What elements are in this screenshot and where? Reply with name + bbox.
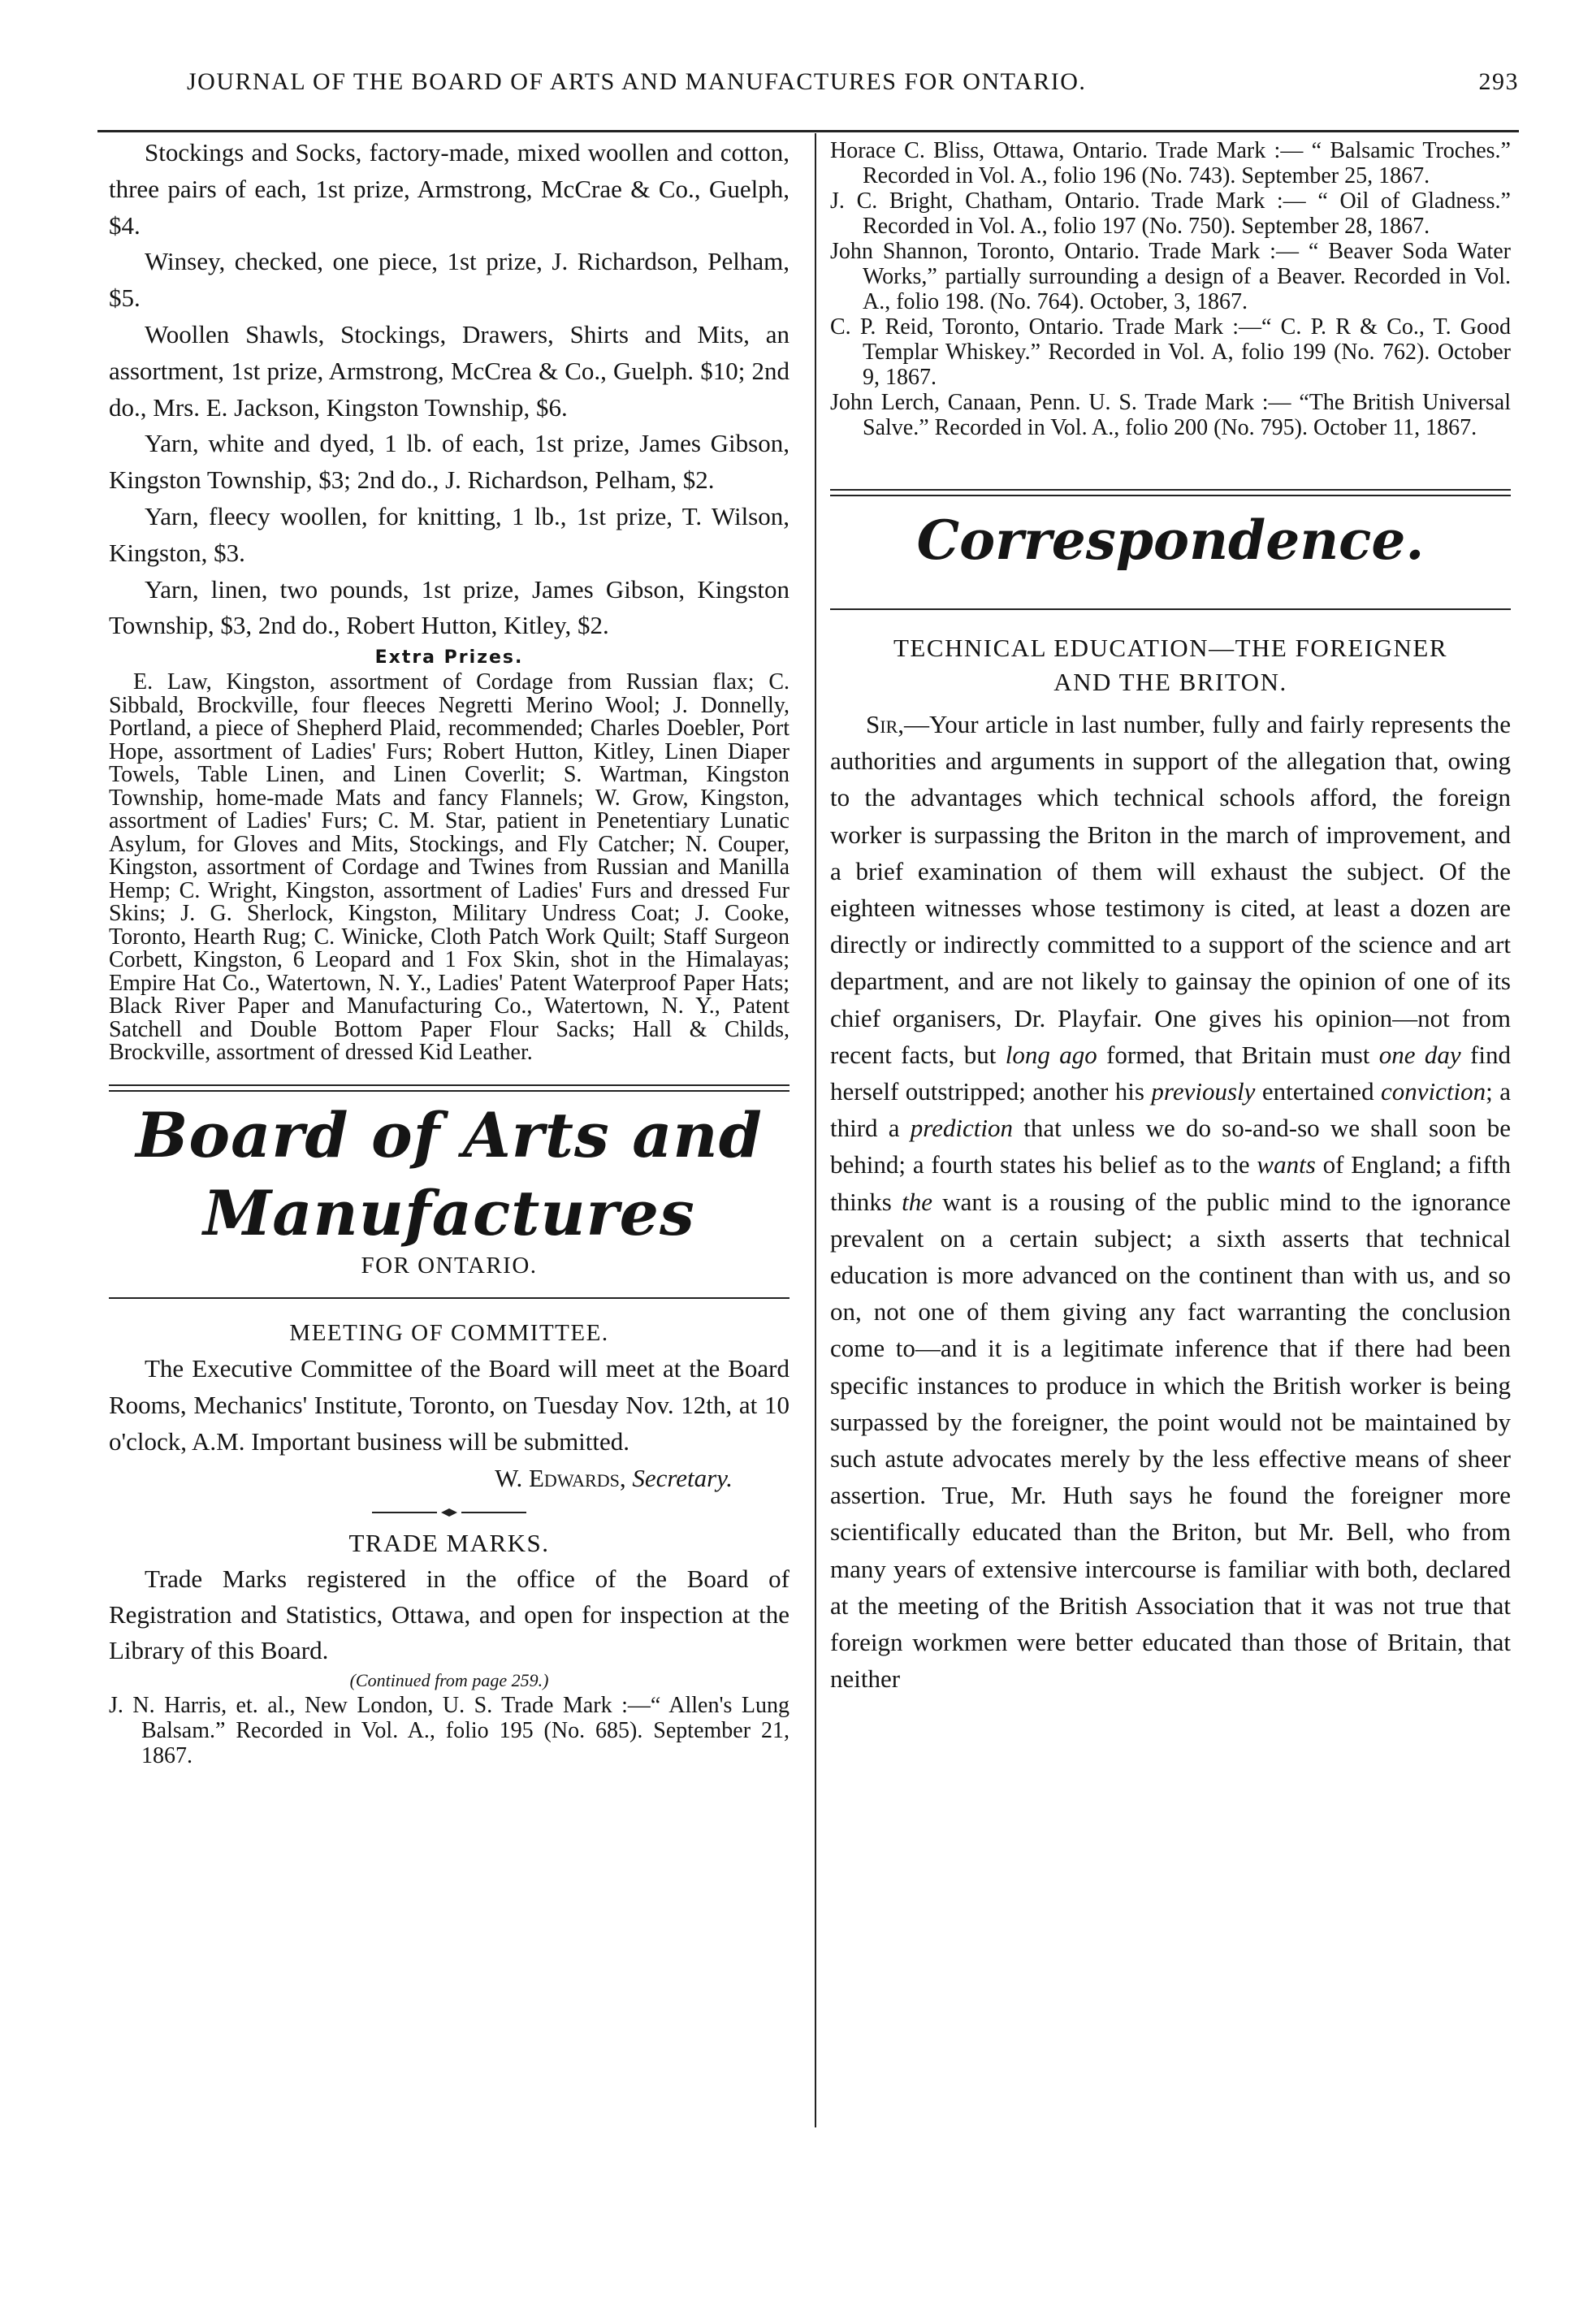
- salutation: Sir,: [866, 710, 904, 738]
- trade-mark-entry: John Lerch, Canaan, Penn. U. S. Trade Mark :— “The British Universal Salve.” Recorded in Vol. A., folio 200 (No. 795). October 11, 1867.: [830, 390, 1511, 440]
- running-title: JOURNAL OF THE BOARD OF ARTS AND MANUFACTURES FOR ONTARIO.: [187, 68, 1087, 95]
- prize-item: Yarn, fleecy woollen, for knitting, 1 lb., 1st prize, T. Wilson, Kingston, $3.: [109, 501, 790, 567]
- board-subtitle: FOR ONTARIO.: [361, 1252, 538, 1279]
- emphasis-text: one day: [1378, 1040, 1461, 1069]
- trade-mark-entry: J. C. Bright, Chatham, Ontario. Trade Mark :— “ Oil of Gladness.” Recorded in Vol. A., folio 197 (No. 750). September 28, 1867.: [830, 188, 1511, 239]
- section-double-rule: [109, 1084, 790, 1092]
- trade-marks-text: Trade Marks registered in the office of the Board of Registration and Statistics, Ottawa, and open for inspection at the Library of this Board.: [109, 1564, 790, 1664]
- emphasis-text: wants: [1257, 1150, 1316, 1179]
- prize-item: Stockings and Socks, factory-made, mixed woollen and cotton, three pairs of each, 1st prize, Armstrong, McCrae & Co., Guelph, $4.: [109, 138, 790, 240]
- meeting-notice: [109, 1350, 790, 1460]
- signature: [109, 1460, 790, 1496]
- continued-note: (Continued from page 259.): [349, 1669, 549, 1690]
- trade-mark-entry: C. P. Reid, Toronto, Ontario. Trade Mark :—“ C. P. R & Co., T. Good Templar Whiskey.” Recorded in Vol. A, folio 199 (No. 762). October 9, 1867.: [830, 314, 1511, 390]
- correspondence-title: Correspondence.: [916, 509, 1425, 572]
- signature-role: Secretary.: [632, 1463, 733, 1492]
- article-text: find herself outstripped; another his: [830, 1040, 1511, 1106]
- meeting-text: The Executive Committee of the Board will meet at the Board Rooms, Mechanics' Institute, Toronto, on Tuesday Nov. 12th, at 10 o'clock, A.M. Important business will be submitted.: [109, 1353, 790, 1456]
- article-text: that unless we do so-and-so we shall soon be behind; a fourth states his belief as to the: [830, 1114, 1511, 1179]
- article-text: formed, that Britain must: [1097, 1040, 1379, 1069]
- emphasis-text: long ago: [1005, 1040, 1097, 1069]
- trade-mark-list-left: [109, 1693, 790, 1768]
- prize-item: Winsey, checked, one piece, 1st prize, J. Richardson, Pelham, $5.: [109, 247, 790, 313]
- article-title-line2: AND THE BRITON.: [1053, 668, 1287, 696]
- trade-mark-list-right: [830, 138, 1511, 440]
- section-double-rule: [830, 489, 1511, 496]
- page-number: 293: [1478, 68, 1519, 95]
- meeting-heading: MEETING OF COMMITTEE.: [289, 1319, 609, 1346]
- trade-mark-entry: Horace C. Bliss, Ottawa, Ontario. Trade Mark :— “ Balsamic Troches.” Recorded in Vol. A., folio 196 (No. 743). September 25, 1867.: [830, 138, 1511, 188]
- trade-marks-intro: [109, 1561, 790, 1668]
- article-title: [830, 631, 1511, 699]
- left-column: [109, 135, 790, 1768]
- trade-mark-entry: John Shannon, Toronto, Ontario. Trade Mark :— “ Beaver Soda Water Works,” partially surrounding a design of a Beaver. Recorded in Vol. A., folio 198. (No. 764). October, 3, 1867.: [830, 239, 1511, 314]
- emphasis-text: conviction: [1381, 1077, 1486, 1106]
- article-body: [830, 706, 1511, 1697]
- emphasis-text: previously: [1151, 1077, 1256, 1106]
- header-rule: [97, 130, 1519, 132]
- signature-name: W. Edwards,: [495, 1463, 626, 1492]
- ornament-rule-icon: [372, 1506, 526, 1519]
- extra-prizes-heading: Extra Prizes.: [374, 647, 524, 669]
- prize-item: Yarn, linen, two pounds, 1st prize, James Gibson, Kingston Township, $3, 2nd do., Robert Hutton, Kitley, $2.: [109, 574, 790, 640]
- article-text: want is a rousing of the public mind to the ignorance prevalent on a certain subject; a sixth asserts that technical education is more advanced on the continent than with us, and so on, not one of them giving any fact warranting the conclusion come to—and it is a legitimate inference that if there had been specific instances to produce in which the British worker is being surpassed by the foreigner, the point would not be maintained by such astute advocates merely by the less effective means of sheer assertion. True, Mr. Huth says he found the foreigner more scientifically educated than the Briton, but Mr. Bell, who from many years of extensive intercourse is familiar with both, declared at the meeting of the British Association that it was not true that foreign workmen were better educated than those of Britain, that neither: [830, 1187, 1511, 1694]
- ornament-divider: [109, 1496, 790, 1529]
- running-header: [187, 68, 1519, 109]
- article-paragraph: [830, 706, 1511, 1697]
- prize-item: Woollen Shawls, Stockings, Drawers, Shirts and Mits, an assortment, 1st prize, Armstrong, McCrea & Co., Guelph. $10; 2nd do., Mrs. E. Jackson, Kingston Township, $6.: [109, 319, 790, 422]
- article-title-line1: TECHNICAL EDUCATION—THE FOREIGNER: [893, 634, 1448, 662]
- emphasis-text: the: [902, 1187, 932, 1216]
- board-title: Board of Arts and Manufactures: [136, 1098, 763, 1249]
- emphasis-text: prediction: [910, 1114, 1013, 1143]
- prize-list: [109, 135, 790, 644]
- column-divider: [815, 133, 816, 2127]
- trade-marks-heading: TRADE MARKS.: [348, 1528, 550, 1557]
- extra-prizes-text: E. Law, Kingston, assortment of Cordage from Russian flax; C. Sibbald, Brockville, four fleeces Negretti Merino Wool; J. Donnelly, Portland, a piece of Shepherd Plaid, recommended; Charles Doebler, Port Hope, assortment of Ladies' Furs; Robert Hutton, Kitley, Linen Diaper Towels, Table Linen, and Linen Coverlit; S. Wartman, Kingston Township, home-made Mats and fancy Flannels; W. Grow, Kingston, assortment of Ladies' Furs; C. M. Star, patient in Penetentiary Lunatic Asylum, for Gloves and Mits, Stockings, and Fly Catcher; N. Couper, Kingston, assortment of Cordage and Twines from Russian and Manilla Hemp; C. Wright, Kingston, assortment of Ladies' Furs and dressed Fur Skins; J. G. Sherlock, Kingston, Military Undress Coat; J. Cooke, Toronto, Hearth Rug; C. Winicke, Cloth Patch Work Quilt; Staff Surgeon Corbett, Kingston, 6 Leopard and 1 Fox Skin, shot in the Himalayas; Empire Hat Co., Watertown, N. Y., Ladies' Patent Waterproof Paper Hats; Black River Paper and Manufacturing Co., Watertown, N. Y., Patent Satchell and Double Bottom Paper Flour Sacks; Hall & Childs, Brockville, assortment of dressed Kid Leather.: [109, 669, 790, 1066]
- prize-item: Yarn, white and dyed, 1 lb. of each, 1st prize, James Gibson, Kingston Township, $3; 2nd do., J. Richardson, Pelham, $2.: [109, 429, 790, 495]
- article-text: ; a third a: [830, 1077, 1511, 1143]
- article-text: entertained: [1255, 1077, 1382, 1106]
- trade-mark-entry: J. N. Harris, et. al., New London, U. S. Trade Mark :—“ Allen's Lung Balsam.” Recorded in Vol. A., folio 195 (No. 685). September 21, 1867.: [109, 1692, 790, 1768]
- article-text: of England; a fifth thinks: [830, 1150, 1511, 1216]
- right-column: [830, 135, 1511, 1697]
- article-text: —Your article in last number, fully and fairly represents the authorities and arguments in support of the allegation that, owing to the advantages which technical schools afford, the foreign worker is surpassing the Briton in the march of improvement, and a brief examination of them will exhaust the subject. Of the eighteen witnesses whose testimony is cited, at least a dozen are directly or indirectly committed to a support of the science and art department, and are not likely to gainsay the opinion of one of its chief organisers, Dr. Playfair. One gives his opinion—not from recent facts, but: [830, 710, 1511, 1069]
